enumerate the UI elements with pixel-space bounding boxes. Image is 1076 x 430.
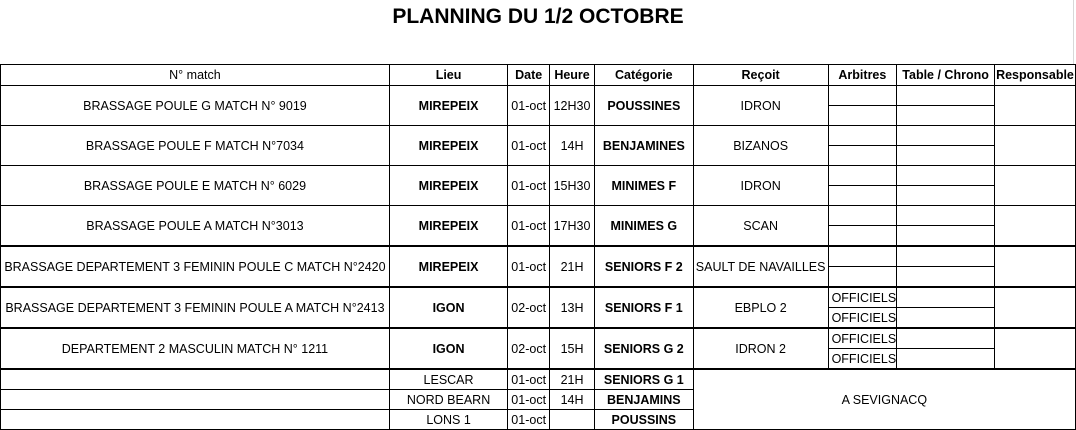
arbitre-cell: OFFICIELS <box>828 349 897 370</box>
table-chrono-cell <box>897 86 995 106</box>
table-row <box>1 86 1076 106</box>
arbitre-cell <box>828 86 897 106</box>
heure-cell: 14H <box>550 126 595 166</box>
responsable-cell <box>994 287 1075 328</box>
lieu-cell: MIREPEIX <box>389 86 507 126</box>
categorie-cell: POUSSINES <box>594 86 693 126</box>
recoit-cell: IDRON <box>693 86 828 126</box>
arbitre-cell: OFFICIELS <box>828 287 897 308</box>
match-cell: BRASSAGE POULE G MATCH N° 9019 <box>1 86 390 126</box>
heure-cell: 17H30 <box>550 206 595 247</box>
date-cell: 01-oct <box>508 390 550 410</box>
table-chrono-cell <box>897 308 995 329</box>
header-recoit: Reçoit <box>693 65 828 86</box>
heure-cell <box>550 410 595 430</box>
date-cell: 01-oct <box>508 410 550 430</box>
responsable-cell <box>994 86 1075 126</box>
date-cell: 01-oct <box>508 206 550 247</box>
page-title: PLANNING DU 1/2 OCTOBRE <box>392 5 684 28</box>
table-chrono-cell <box>897 186 995 206</box>
categorie-cell: SENIORS G 2 <box>594 328 693 369</box>
heure-cell: 21H <box>550 369 595 390</box>
table-row <box>1 369 1076 390</box>
match-cell: BRASSAGE DEPARTEMENT 3 FEMININ POULE A MATCH N°2413 <box>1 287 390 328</box>
heure-cell: 15H30 <box>550 166 595 206</box>
date-cell: 01-oct <box>508 166 550 206</box>
header-arbitres: Arbitres <box>828 65 897 86</box>
header-date: Date <box>508 65 550 86</box>
table-chrono-cell <box>897 287 995 308</box>
recoit-cell: IDRON <box>693 166 828 206</box>
lieu-cell: IGON <box>389 287 507 328</box>
match-cell: BRASSAGE POULE A MATCH N°3013 <box>1 206 390 247</box>
header-heure: Heure <box>550 65 595 86</box>
categorie-cell: SENIORS G 1 <box>594 369 693 390</box>
heure-cell: 14H <box>550 390 595 410</box>
planning-table <box>0 64 1076 430</box>
responsable-cell <box>994 126 1075 166</box>
categorie-cell: SENIORS F 2 <box>594 246 693 287</box>
arbitre-cell: OFFICIELS <box>828 308 897 329</box>
table-chrono-cell <box>897 328 995 349</box>
match-cell: BRASSAGE POULE E MATCH N° 6029 <box>1 166 390 206</box>
match-cell <box>1 369 390 390</box>
gridline <box>1073 0 1074 64</box>
table-row <box>1 126 1076 146</box>
heure-cell: 13H <box>550 287 595 328</box>
header-categorie: Catégorie <box>594 65 693 86</box>
categorie-cell: MINIMES G <box>594 206 693 247</box>
recoit-cell: IDRON 2 <box>693 328 828 369</box>
lieu-cell: NORD BEARN <box>389 390 507 410</box>
table-row <box>1 287 1076 308</box>
heure-cell: 15H <box>550 328 595 369</box>
arbitre-cell <box>828 246 897 267</box>
table-row <box>1 166 1076 186</box>
heure-cell: 12H30 <box>550 86 595 126</box>
responsable-cell <box>994 166 1075 206</box>
arbitre-cell <box>828 106 897 126</box>
match-cell: BRASSAGE DEPARTEMENT 3 FEMININ POULE C MATCH N°2420 <box>1 246 390 287</box>
responsable-cell <box>994 328 1075 369</box>
date-cell: 01-oct <box>508 246 550 287</box>
note-cell: A SEVIGNACQ <box>693 369 1075 430</box>
match-cell: BRASSAGE POULE F MATCH N°7034 <box>1 126 390 166</box>
categorie-cell: POUSSINS <box>594 410 693 430</box>
recoit-cell: SAULT DE NAVAILLES <box>693 246 828 287</box>
table-chrono-cell <box>897 206 995 226</box>
table-chrono-cell <box>897 267 995 288</box>
lieu-cell: MIREPEIX <box>389 246 507 287</box>
table-chrono-cell <box>897 106 995 126</box>
arbitre-cell <box>828 146 897 166</box>
table-row <box>1 246 1076 267</box>
recoit-cell: SCAN <box>693 206 828 247</box>
recoit-cell: EBPLO 2 <box>693 287 828 328</box>
date-cell: 01-oct <box>508 369 550 390</box>
lieu-cell: IGON <box>389 328 507 369</box>
header-row <box>1 65 1076 86</box>
table-chrono-cell <box>897 166 995 186</box>
table-chrono-cell <box>897 246 995 267</box>
arbitre-cell <box>828 267 897 288</box>
categorie-cell: BENJAMINS <box>594 390 693 410</box>
categorie-cell: BENJAMINES <box>594 126 693 166</box>
arbitre-cell <box>828 226 897 247</box>
arbitre-cell <box>828 166 897 186</box>
arbitre-cell <box>828 186 897 206</box>
match-cell <box>1 390 390 410</box>
arbitre-cell <box>828 206 897 226</box>
table-chrono-cell <box>897 126 995 146</box>
header-responsable: Responsable <box>994 65 1075 86</box>
date-cell: 02-oct <box>508 328 550 369</box>
lieu-cell: LONS 1 <box>389 410 507 430</box>
lieu-cell: MIREPEIX <box>389 206 507 247</box>
lieu-cell: MIREPEIX <box>389 126 507 166</box>
categorie-cell: MINIMES F <box>594 166 693 206</box>
arbitre-cell <box>828 126 897 146</box>
arbitre-cell: OFFICIELS <box>828 328 897 349</box>
table-row <box>1 206 1076 226</box>
heure-cell: 21H <box>550 246 595 287</box>
lieu-cell: LESCAR <box>389 369 507 390</box>
date-cell: 01-oct <box>508 126 550 166</box>
date-cell: 02-oct <box>508 287 550 328</box>
responsable-cell <box>994 246 1075 287</box>
table-chrono-cell <box>897 146 995 166</box>
header-table-chrono: Table / Chrono <box>897 65 995 86</box>
table-chrono-cell <box>897 226 995 247</box>
match-cell: DEPARTEMENT 2 MASCULIN MATCH N° 1211 <box>1 328 390 369</box>
responsable-cell <box>994 206 1075 247</box>
categorie-cell: SENIORS F 1 <box>594 287 693 328</box>
recoit-cell: BIZANOS <box>693 126 828 166</box>
header-match: N° match <box>1 65 390 86</box>
match-cell <box>1 410 390 430</box>
header-lieu: Lieu <box>389 65 507 86</box>
date-cell: 01-oct <box>508 86 550 126</box>
table-chrono-cell <box>897 349 995 370</box>
table-row <box>1 328 1076 349</box>
lieu-cell: MIREPEIX <box>389 166 507 206</box>
